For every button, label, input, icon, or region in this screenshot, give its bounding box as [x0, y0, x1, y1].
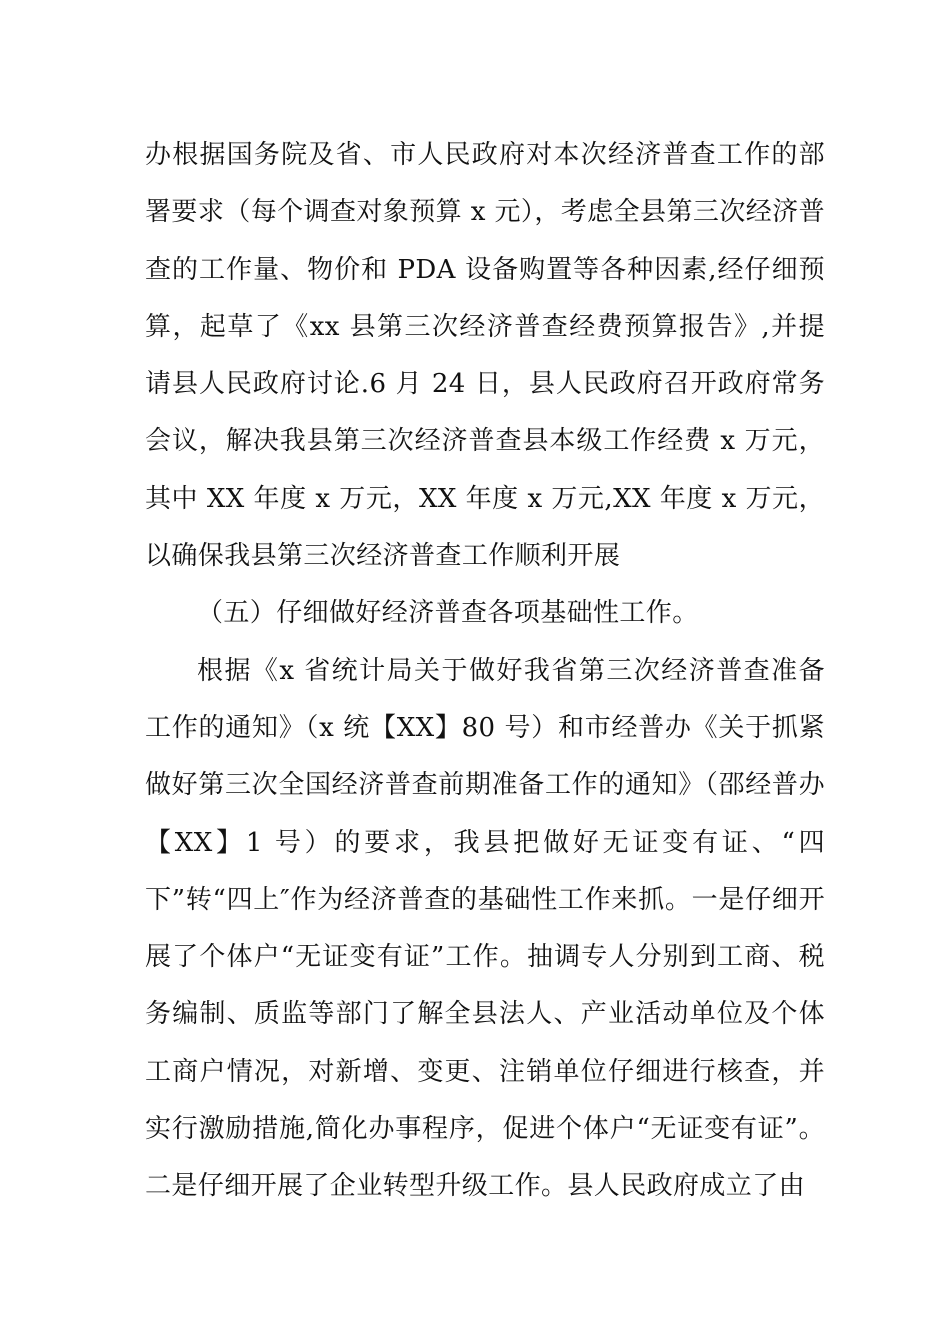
text-line: 查的工作量、物价和 PDA 设备购置等各种因素,经仔细预算， — [145, 254, 825, 342]
text-line: 二是仔细开展了企业转型升级工作。县人民政府成立了由 — [145, 1171, 806, 1202]
text-line: 商户情况，对新增、变更、注销单位仔细进行核查，并实 — [145, 1056, 825, 1145]
text-line: 【XX】1 号）的要求，我县把做好无证变有证、“四下”转 — [145, 827, 825, 915]
paragraph-budget — [145, 127, 825, 585]
text-line: 民政府讨论.6 月 24 日，县人民政府召开政府常务会议，解 — [145, 369, 825, 457]
heading-text: （五）仔细做好经济普查各项基础性工作。 — [197, 598, 699, 629]
text-line: 编制、质监等部门了解全县法人、产业活动单位及个体工 — [145, 999, 825, 1087]
text-line: 个体户“无证变有证”工作。抽调专人分别到工商、税务 — [145, 942, 825, 1030]
text-line: 次经济普查工作顺利开展 — [329, 541, 621, 572]
section-heading — [145, 585, 825, 642]
text-line: 度 x 万元，XX 年度 x 万元,XX 年度 x 万元，以确保我县第三 — [145, 483, 825, 572]
text-line: 第三次全国经济普查前期准备工作的通知》（邵经普办 — [198, 770, 825, 801]
text-line: 决我县第三次经济普查县本级工作经费 x 万元，其中 XX 年 — [145, 426, 825, 514]
text-line: 起草了《xx 县第三次经济普查经费预算报告》,并提请县人 — [145, 311, 825, 400]
text-line: 署要求（每个调查对象预算 x 元），考虑全县第三次经济普 — [145, 197, 825, 228]
text-line: 办根据国务院及省、市人民政府对本次经济普查工作的部 — [145, 140, 825, 170]
document-body — [145, 127, 825, 1216]
text-line: “四上″作为经济普查的基础性工作来抓。一是仔细开展了 — [145, 884, 826, 973]
paragraph-foundation-work — [145, 643, 825, 1216]
text-line: 行激励措施,简化办事程序，促进个体户“无证变有证”。 — [171, 1114, 826, 1145]
text-line: 作的通知》（x 统【XX】80 号）和市经普办《关于抓紧做好 — [145, 712, 826, 801]
text-line: 根据《x 省统计局关于做好我省第三次经济普查准备工 — [145, 655, 825, 743]
